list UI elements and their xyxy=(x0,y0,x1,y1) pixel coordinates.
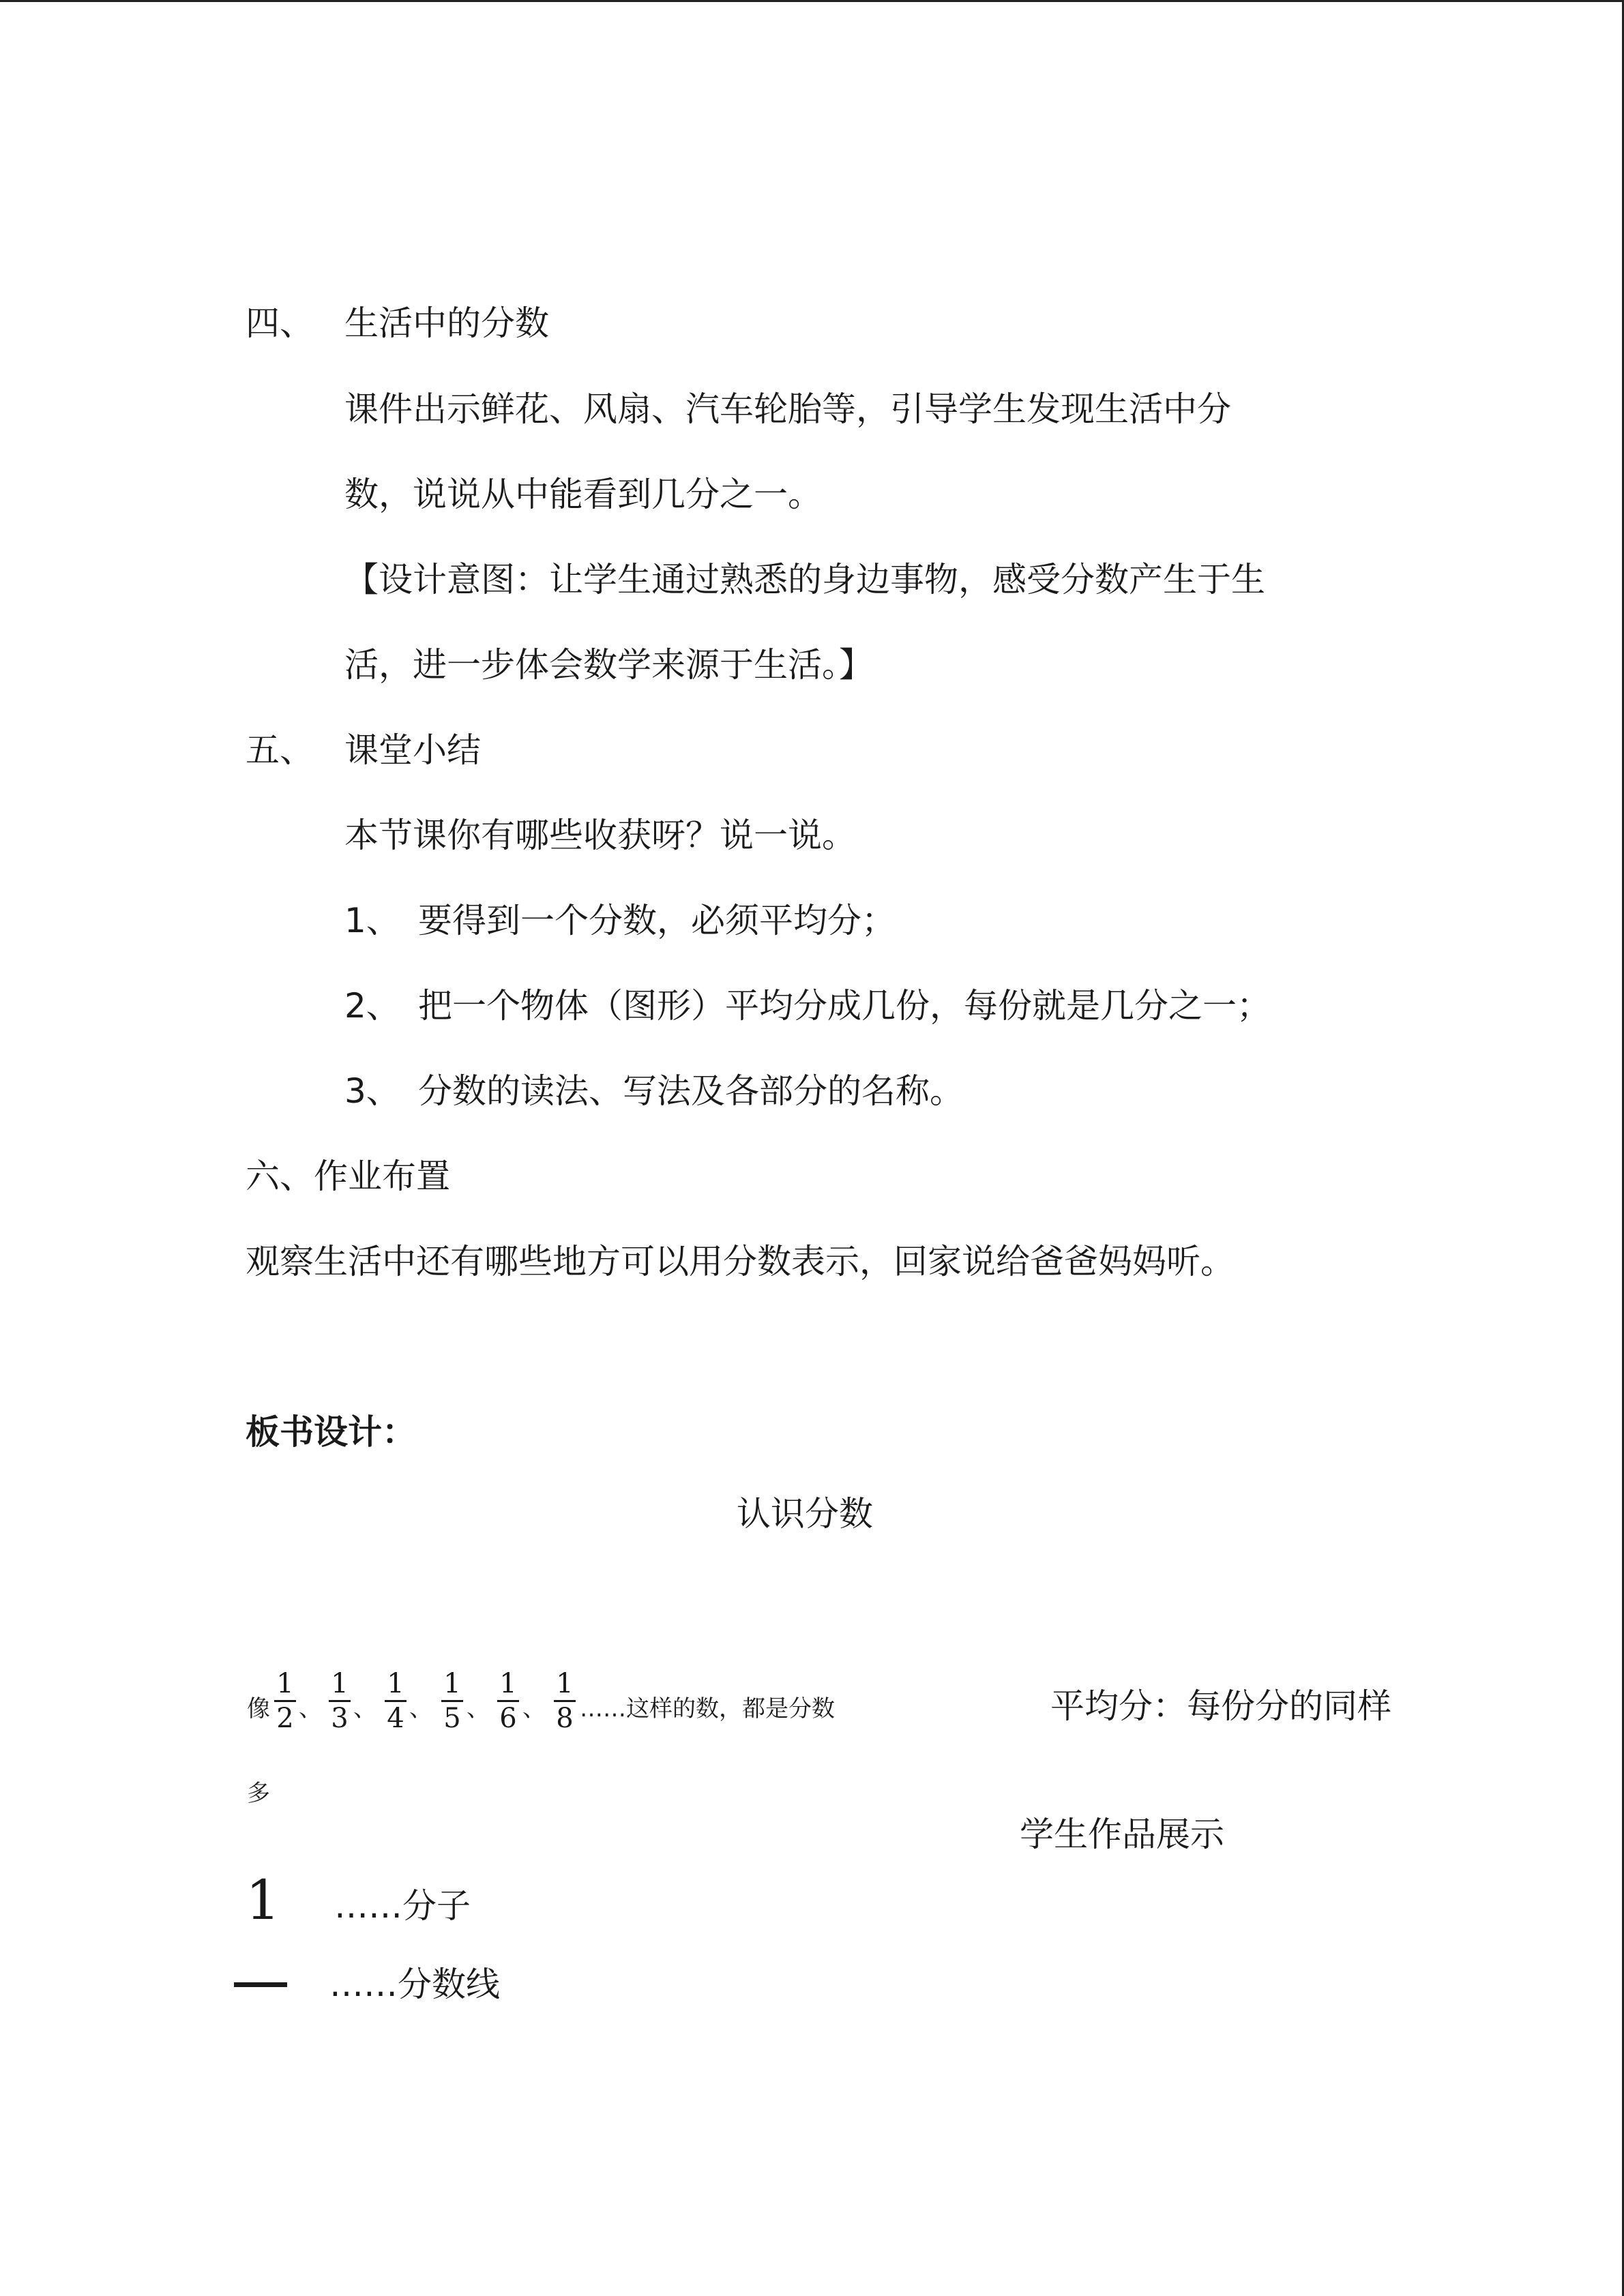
fraction-line-glyph xyxy=(234,1982,287,1987)
fraction-bar xyxy=(554,1700,576,1702)
equal-share-note-cont: 多 xyxy=(247,1780,270,1807)
section6-text: 观察生活中还有哪些地方可以用分数表示，回家说给爸爸妈妈听。 xyxy=(246,1242,1235,1281)
fraction-numerator: 1 xyxy=(331,1668,349,1699)
fraction-numerator: 1 xyxy=(387,1668,404,1699)
fraction-separator: 、 xyxy=(353,1695,377,1723)
section4-title: 生活中的分数 xyxy=(344,303,549,343)
section4-intent-line1: 【设计意图：让学生通过熟悉的身边事物，感受分数产生于生 xyxy=(344,560,1265,599)
fraction-denominator: 6 xyxy=(499,1703,517,1734)
summary-item-2-number: 2、 xyxy=(344,986,400,1026)
fraction-1-8 xyxy=(551,1669,578,1733)
board-title: 认识分数 xyxy=(737,1494,873,1534)
equal-share-note: 平均分：每份分的同样 xyxy=(1050,1686,1391,1726)
section4-line1: 课件出示鲜花、风扇、汽车轮胎等，引导学生发现生活中分 xyxy=(344,389,1231,429)
numerator-digit: 1 xyxy=(246,1868,280,1932)
fraction-denominator: 5 xyxy=(443,1703,461,1734)
fraction-1-4 xyxy=(382,1669,409,1733)
section4-intent-line2: 活，进一步体会数学来源于生活。】 xyxy=(344,645,873,685)
fraction-prefix: 像 xyxy=(247,1695,270,1723)
section6-title: 六、作业布置 xyxy=(246,1157,450,1196)
summary-item-1-number: 1、 xyxy=(344,901,400,940)
summary-item-3-text: 分数的读法、写法及各部分的名称。 xyxy=(418,1071,964,1111)
section4-number: 四、 xyxy=(246,303,314,343)
fraction-bar xyxy=(441,1700,463,1702)
summary-item-1-text: 要得到一个分数，必须平均分； xyxy=(418,901,896,940)
section5-number: 五、 xyxy=(246,730,314,770)
page-top-border xyxy=(0,0,1624,2)
fraction-1-3 xyxy=(326,1669,353,1733)
fraction-line-label: ……分数线 xyxy=(329,1965,500,2004)
fraction-denominator: 4 xyxy=(387,1703,404,1734)
fraction-bar xyxy=(497,1700,519,1702)
fraction-numerator: 1 xyxy=(443,1668,461,1699)
fraction-separator: 、 xyxy=(467,1695,490,1723)
summary-item-2-text: 把一个物体（图形）平均分成几份，每份就是几分之一； xyxy=(418,986,1271,1026)
fraction-separator: 、 xyxy=(522,1695,546,1723)
board-heading: 板书设计： xyxy=(246,1412,416,1452)
fraction-suffix: ……这样的数，都是分数 xyxy=(580,1695,835,1723)
section5-title: 课堂小结 xyxy=(344,730,481,770)
fraction-1-2 xyxy=(271,1669,299,1733)
fraction-1-5 xyxy=(439,1669,466,1733)
fraction-bar xyxy=(329,1700,351,1702)
numerator-label: ……分子 xyxy=(334,1886,471,1926)
summary-item-3-number: 3、 xyxy=(344,1071,400,1111)
fraction-numerator: 1 xyxy=(499,1668,517,1699)
fraction-separator: 、 xyxy=(409,1695,432,1723)
fraction-numerator: 1 xyxy=(276,1668,294,1699)
fraction-separator: 、 xyxy=(299,1695,322,1723)
section5-question: 本节课你有哪些收获呀？说一说。 xyxy=(344,816,856,855)
fraction-numerator: 1 xyxy=(556,1668,574,1699)
fraction-denominator: 2 xyxy=(276,1703,294,1734)
fraction-denominator: 3 xyxy=(331,1703,349,1734)
section4-line2: 数，说说从中能看到几分之一。 xyxy=(344,475,822,514)
fraction-bar xyxy=(385,1700,407,1702)
fraction-1-6 xyxy=(494,1669,522,1733)
fraction-denominator: 8 xyxy=(556,1703,574,1734)
student-work-label: 学生作品展示 xyxy=(1020,1815,1224,1854)
fraction-bar xyxy=(274,1700,296,1702)
